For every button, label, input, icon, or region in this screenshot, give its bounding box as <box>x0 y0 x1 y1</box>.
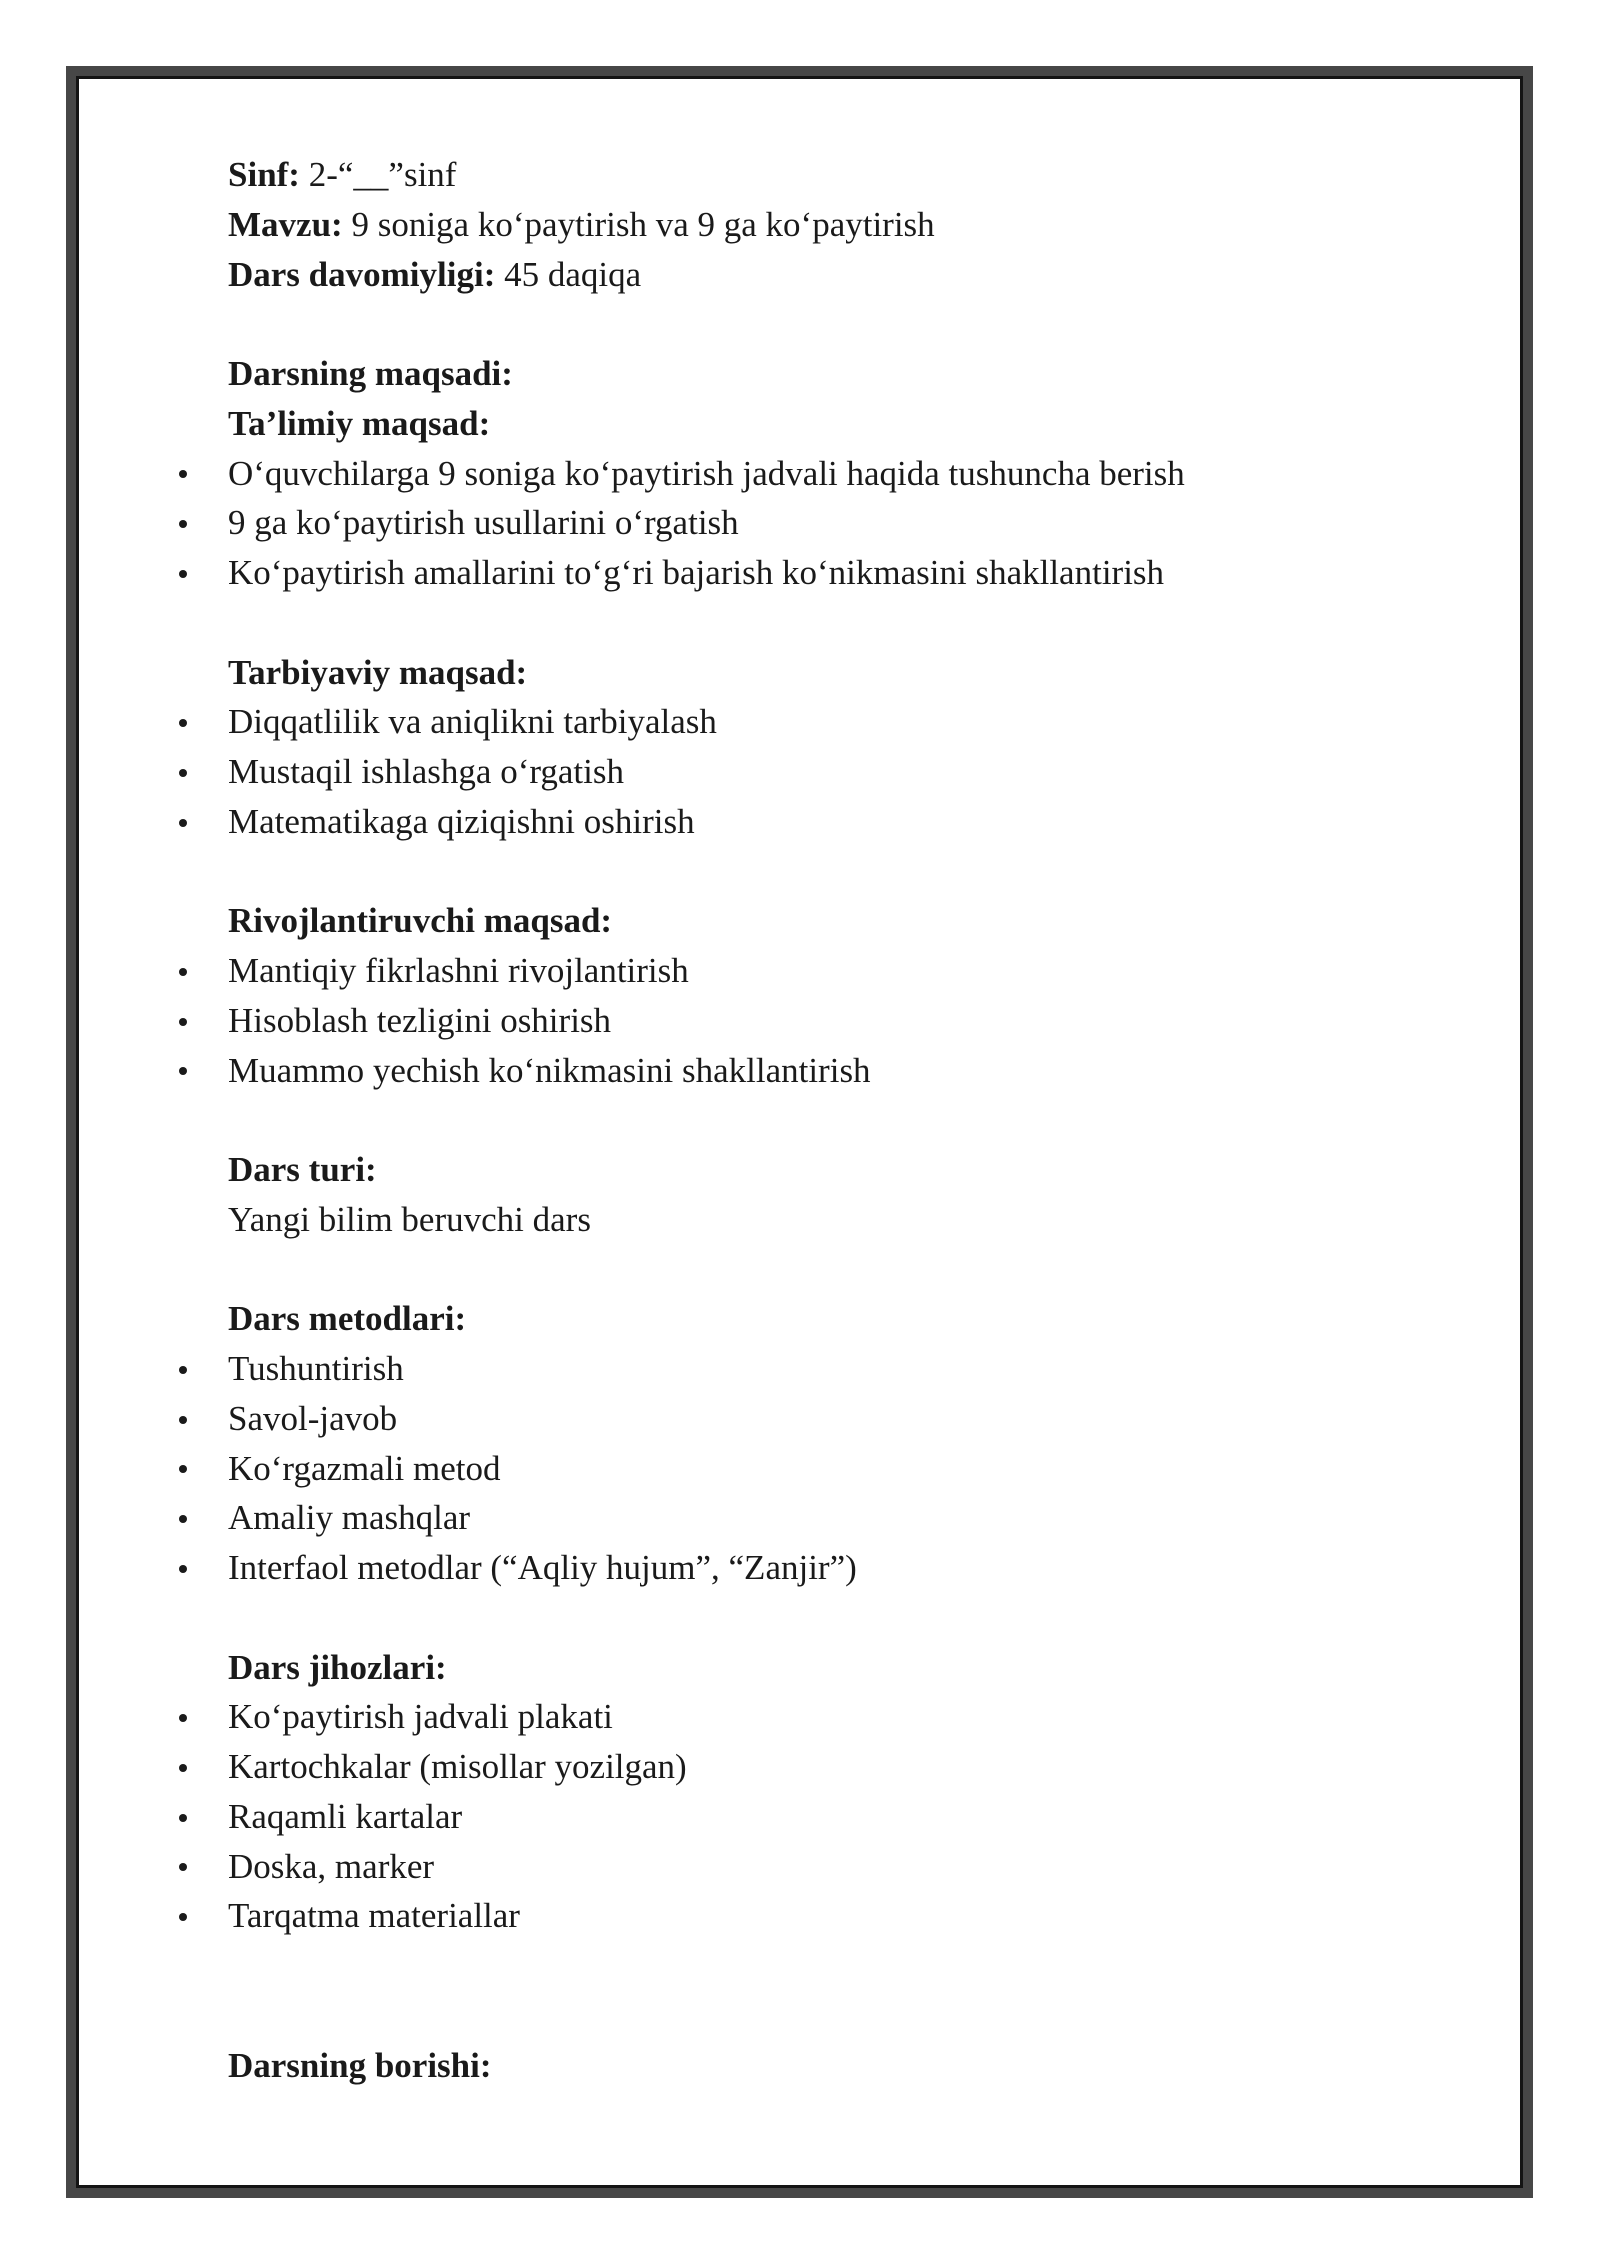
developmental-goal-list <box>228 946 1448 1095</box>
list-item <box>228 1692 1448 1742</box>
bullet-icon <box>179 1814 187 1822</box>
list-item-text: Hisoblash tezligini oshirish <box>228 1000 612 1040</box>
bullet-icon <box>179 1565 187 1573</box>
list-item-text: Mantiqiy fikrlashni rivojlantirish <box>228 951 689 990</box>
list-item-text: Ko‘paytirish amallarini to‘g‘ri bajarish ko‘nikmasini shakllantirish <box>228 553 1165 592</box>
list-item <box>228 1344 1448 1394</box>
spacer <box>228 847 1448 897</box>
list-item-text: Tushuntirish <box>228 1349 404 1388</box>
list-item-text: 9 ga ko‘paytirish usullarini o‘rgatish <box>228 503 739 543</box>
duration-label: Dars davomiyligi: <box>228 254 496 294</box>
spacer <box>228 1593 1448 1643</box>
spacer <box>228 1941 1448 1991</box>
list-item <box>228 1891 1448 1941</box>
list-item-text: Doska, marker <box>228 1846 435 1886</box>
list-item-text: Mustaqil ishlashga o‘rgatish <box>228 752 624 791</box>
list-item-text: Matematikaga qiziqishni oshirish <box>228 801 695 841</box>
spacer <box>228 299 1448 349</box>
lesson-type-value: Yangi bilim beruvchi dars <box>228 1199 591 1239</box>
list-item <box>228 797 1448 847</box>
list-item <box>228 1742 1448 1792</box>
equipment-list <box>228 1692 1448 1941</box>
bullet-icon <box>179 1416 187 1424</box>
goals-heading: Darsning maqsadi: <box>228 354 513 393</box>
list-item <box>228 1046 1448 1096</box>
class-label: Sinf: <box>228 155 300 194</box>
list-item <box>228 1394 1448 1444</box>
spacer <box>228 1095 1448 1145</box>
topic-value: 9 soniga ko‘paytirish va 9 ga ko‘paytirish <box>351 204 935 244</box>
list-item <box>228 498 1448 548</box>
bullet-icon <box>179 1764 187 1772</box>
list-item <box>228 1493 1448 1543</box>
list-item <box>228 747 1448 797</box>
class-line <box>228 150 1448 200</box>
spacer <box>228 1245 1448 1295</box>
developmental-goal-heading: Rivojlantiruvchi maqsad: <box>228 901 613 941</box>
duration-line <box>228 250 1448 300</box>
list-item-text: Ko‘rgazmali metod <box>228 1448 501 1488</box>
list-item <box>228 697 1448 747</box>
list-item <box>228 548 1448 598</box>
list-item <box>228 996 1448 1046</box>
list-item-text: Interfaol metodlar (“Aqliy hujum”, “Zanjir”) <box>228 1548 857 1587</box>
list-item <box>228 1842 1448 1892</box>
list-item-text: Muammo yechish ko‘nikmasini shakllantirish <box>228 1050 871 1090</box>
bullet-icon <box>179 570 187 578</box>
procedure-heading: Darsning borishi: <box>228 2045 492 2085</box>
list-item-text: Amaliy mashqlar <box>228 1498 471 1538</box>
methods-heading: Dars metodlari: <box>228 1299 467 1339</box>
bullet-icon <box>179 968 187 976</box>
bullet-icon <box>179 769 187 777</box>
list-item-text: Diqqatlilik va aniqlikni tarbiyalash <box>228 702 717 742</box>
educational-goal-list <box>228 449 1448 598</box>
list-item-text: Savol-javob <box>228 1398 398 1438</box>
spacer <box>228 598 1448 648</box>
duration-value: 45 daqiqa <box>504 254 642 294</box>
lesson-type-heading: Dars turi: <box>228 1150 377 1189</box>
list-item-text: O‘quvchilarga 9 soniga ko‘paytirish jadvali haqida tushuncha berish <box>228 453 1185 493</box>
equipment-heading: Dars jihozlari: <box>228 1647 447 1687</box>
topic-label: Mavzu: <box>228 204 343 244</box>
list-item <box>228 1543 1448 1593</box>
educational-goal-heading: Ta’limiy maqsad: <box>228 403 491 443</box>
bullet-icon <box>179 1018 187 1026</box>
list-item-text: Kartochkalar (misollar yozilgan) <box>228 1747 687 1786</box>
upbringing-goal-list <box>228 697 1448 846</box>
upbringing-goal-heading: Tarbiyaviy maqsad: <box>228 652 528 692</box>
bullet-icon <box>179 819 187 827</box>
list-item <box>228 449 1448 499</box>
lesson-plan-content <box>228 150 1448 2090</box>
list-item <box>228 1444 1448 1494</box>
list-item <box>228 946 1448 996</box>
spacer <box>228 1991 1448 2041</box>
class-value: 2-“__”sinf <box>308 155 457 194</box>
list-item-text: Tarqatma materiallar <box>228 1896 520 1936</box>
list-item-text: Raqamli kartalar <box>228 1796 463 1836</box>
methods-list <box>228 1344 1448 1593</box>
list-item <box>228 1792 1448 1842</box>
list-item-text: Ko‘paytirish jadvali plakati <box>228 1697 613 1737</box>
bullet-icon <box>179 1366 187 1374</box>
topic-line <box>228 200 1448 250</box>
